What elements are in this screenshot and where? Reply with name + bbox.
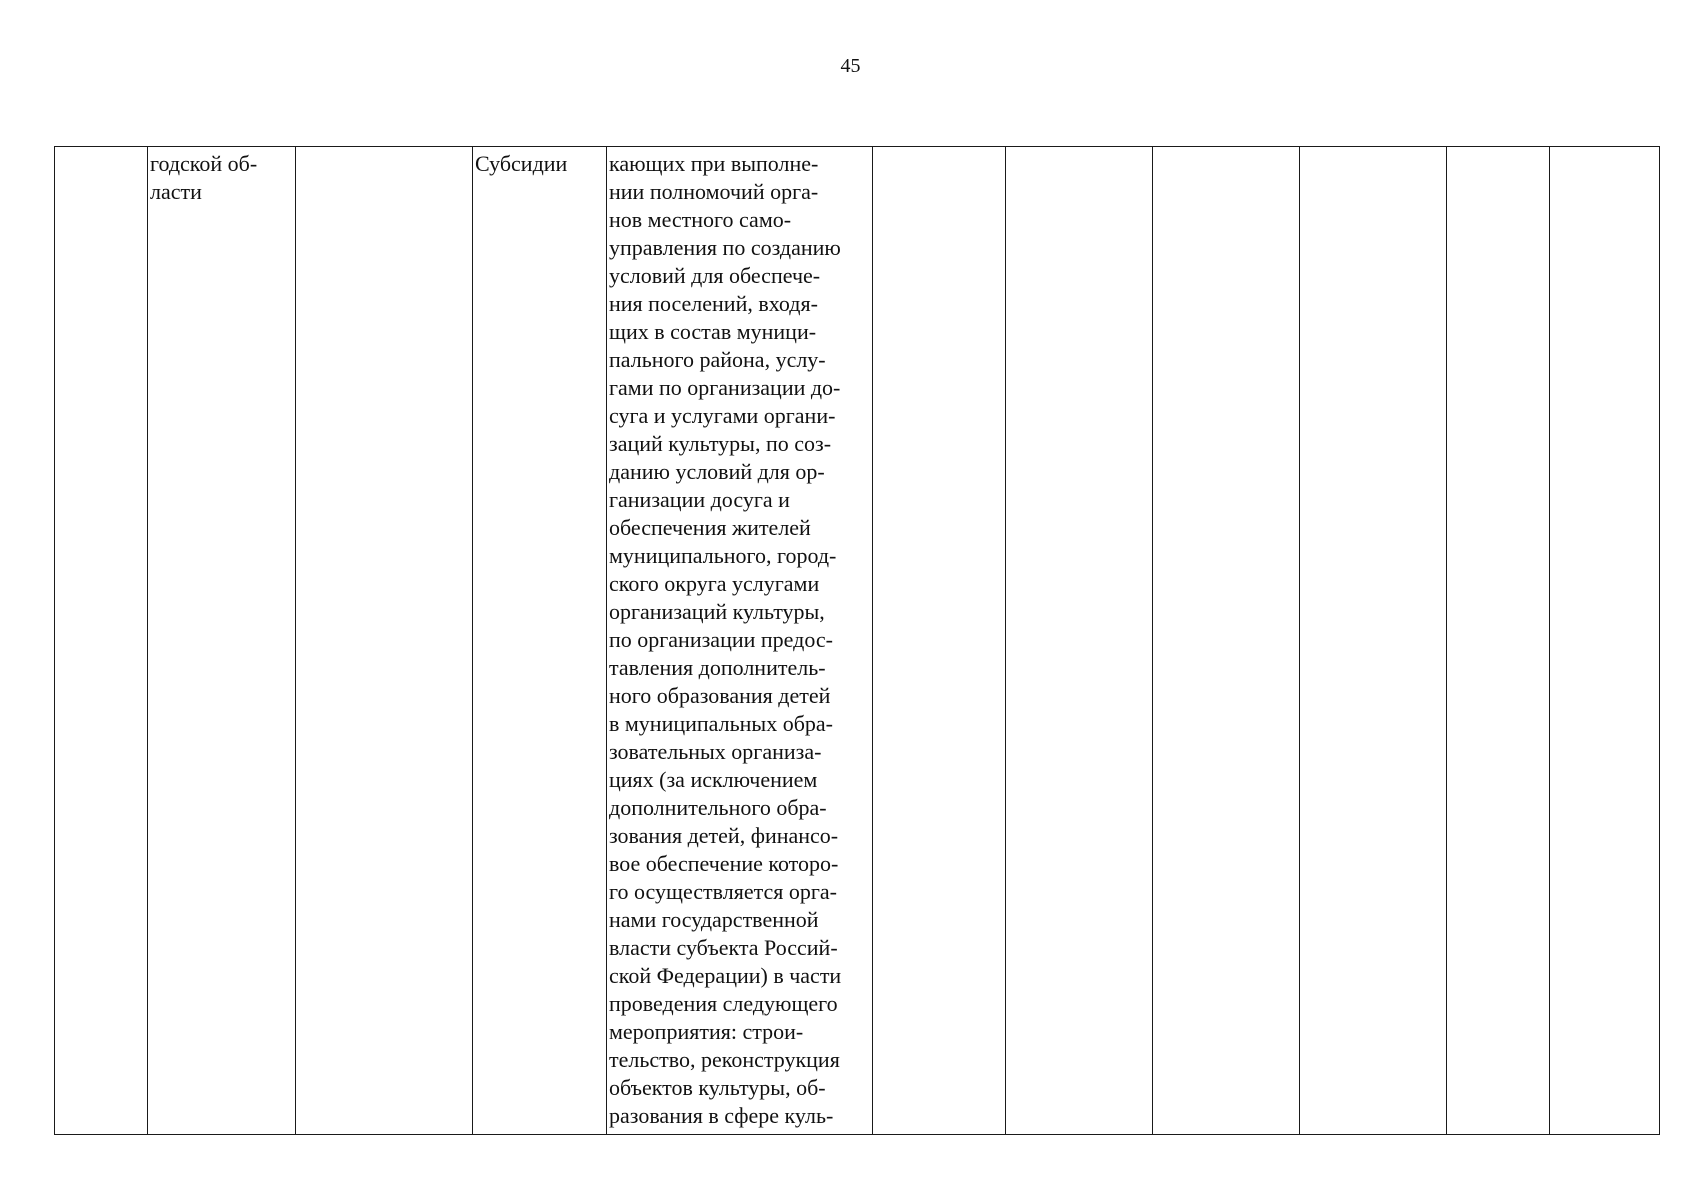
cell-empty-8	[1153, 147, 1300, 1135]
cell-empty-7	[1006, 147, 1153, 1135]
cell-number	[55, 147, 148, 1135]
cell-text-type: Субсидии	[475, 151, 568, 176]
cell-empty-10	[1447, 147, 1550, 1135]
table-row	[55, 147, 1660, 1135]
cell-empty-6	[873, 147, 1006, 1135]
cell-empty-11	[1550, 147, 1660, 1135]
cell-empty-3	[296, 147, 473, 1135]
document-table	[54, 146, 1660, 1135]
page-number: 45	[840, 55, 861, 77]
cell-type	[473, 147, 607, 1135]
cell-empty-9	[1300, 147, 1447, 1135]
cell-text-region: годской об- ласти	[150, 151, 258, 204]
cell-region	[148, 147, 296, 1135]
cell-text-description: кающих при выполне- нии полномочий орга- нов местного само- управления по созданию условий для обеспече- ния поселений, входя- щих в состав муници- пального района, услу- гами по организации до- суга и услугами органи- заций культуры, по соз- данию условий для ор- ганизации досуга и обеспечения жителей муниципального, город- ского округа услугами организаций культуры, по организации предос- тавления дополнитель- ного образования детей в муниципальных обра- зовательных организа- циях (за исключением дополнительного обра- зования детей, финансо- вое обеспечение которо- го осуществляется орга- нами государственной власти субъекта Россий- ской Федерации) в части проведения следующего мероприятия: строи- тельство, реконструкция объектов культуры, об- разования в сфере куль-	[609, 151, 842, 1128]
cell-description	[607, 147, 873, 1135]
